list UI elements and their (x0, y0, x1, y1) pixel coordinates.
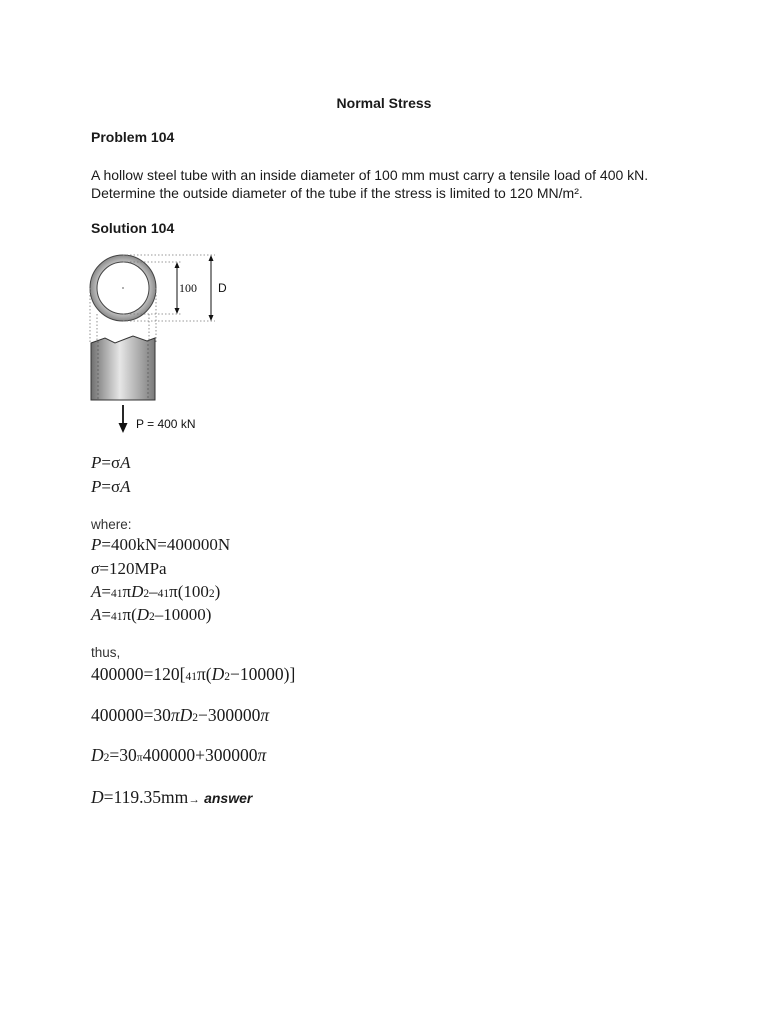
equation-step-2: 400000=30πD2−300000π (91, 705, 270, 725)
equation-step-1: 400000=120[41π(D2−10000)] (91, 664, 296, 684)
equation-p-sigma-a-2: P=σA (91, 477, 131, 496)
given-stress: σ=120MPa (91, 559, 167, 578)
result-equation: D=119.35mm→ answer (91, 787, 253, 807)
problem-text: A hollow steel tube with an inside diameter of 100 mm must carry a tensile load of 400 kN. Determine the outside diameter of the tube if the stress is limited to 120 MN/m². (91, 167, 649, 201)
area-equation-1: A=41πD2–41π(1002) (91, 582, 221, 601)
solution-heading: Solution 104 (91, 220, 175, 236)
load-arrow (119, 405, 128, 433)
equation-step-3: D2=30π400000+300000π (91, 745, 267, 765)
thus-label: thus, (91, 645, 121, 660)
area-equation-2: A=41π(D2–10000) (91, 605, 212, 624)
inner-dimension-label: 100 (179, 281, 197, 295)
given-load: P=400kN=400000N (91, 535, 231, 554)
load-label: P = 400 kN (136, 417, 196, 431)
problem-heading: Problem 104 (91, 129, 175, 145)
tube-figure (85, 248, 245, 438)
where-label: where: (91, 517, 132, 532)
outer-dimension-label: D (218, 281, 227, 295)
page-title: Normal Stress (336, 95, 432, 111)
outer-dimension-arrow (209, 255, 214, 321)
answer-label: answer (204, 790, 253, 806)
equation-p-sigma-a-1: P=σA (91, 453, 131, 472)
tube-side-view (91, 336, 155, 400)
tube-cross-section (90, 255, 156, 321)
